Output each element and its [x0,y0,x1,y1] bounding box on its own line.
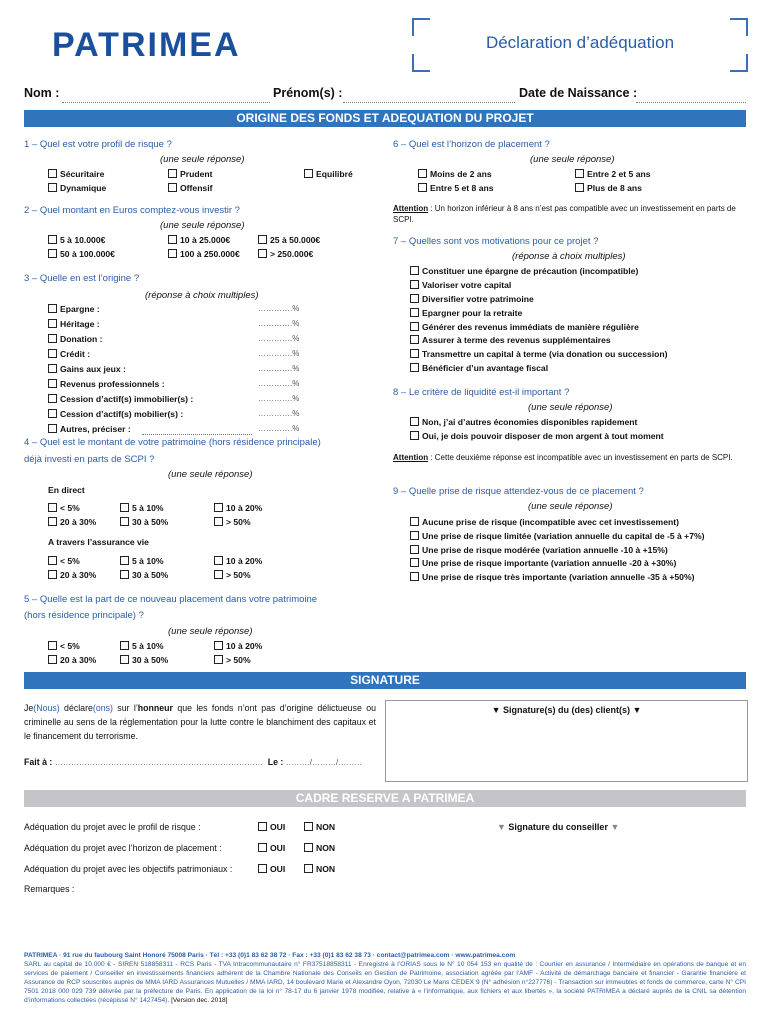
client-signature-label: ▼ Signature(s) du (des) client(s) ▼ [491,705,642,715]
q6-attention: Attention : Un horizon inférieur à 8 ans n’est pas compatible avec un investissement en parts de SCPI. [393,204,736,224]
q3-label: 3 – Quelle en est l’origine ? [24,273,140,284]
cadre-oui[interactable]: OUI [258,843,285,853]
q1-label: 1 – Quel est votre profil de risque ? [24,139,172,150]
q1-hint: (une seule réponse) [160,154,245,165]
q8-option[interactable]: Non, j’ai d’autres économies disponibles rapidement [410,417,637,427]
cadre-row-label: Adéquation du projet avec le profil de risque : [24,822,201,832]
q3-option[interactable]: Crédit : [48,349,90,359]
q2-label: 2 – Quel montant en Euros comptez-vous investir ? [24,205,240,216]
conseiller-signature[interactable]: ▼ Signature du conseiller ▼ [497,822,620,832]
cadre-non[interactable]: NON [304,843,335,853]
patrimea-logo: PATRIMEA [52,26,241,64]
q9-option[interactable]: Une prise de risque très importante (variation annuelle -35 à +50%) [410,572,694,582]
q3-option[interactable]: Autres, préciser : [48,424,131,434]
q9-option[interactable]: Une prise de risque modérée (variation annuelle -10 à +15%) [410,545,668,555]
q4-label-2: déjà investi en parts de SCPI ? [24,454,155,465]
q2-option[interactable]: 100 à 250.000€ [168,249,240,259]
q3-percent[interactable]: ………….% [258,364,300,373]
q6-option[interactable]: Moins de 2 ans [418,169,492,179]
q7-hint: (réponse à choix multiples) [512,251,626,262]
q2-option[interactable]: 25 à 50.000€ [258,235,320,245]
q8-hint: (une seule réponse) [528,402,613,413]
q4-av-option[interactable]: 5 à 10% [120,556,164,566]
naissance-field[interactable] [636,92,746,103]
q3-option[interactable]: Cession d’actif(s) immobilier(s) : [48,394,193,404]
q9-option[interactable]: Aucune prise de risque (incompatible avec cet investissement) [410,517,679,527]
q2-option[interactable]: 50 à 100.000€ [48,249,115,259]
q4-direct-option[interactable]: > 50% [214,517,251,527]
nom-label: Nom : [24,86,60,100]
q3-option[interactable]: Cession d’actif(s) mobilier(s) : [48,409,183,419]
q5-option[interactable]: 10 à 20% [214,641,262,651]
q7-option[interactable]: Epargner pour la retraite [410,308,522,318]
q6-hint: (une seule réponse) [530,154,615,165]
q7-option[interactable]: Diversifier votre patrimoine [410,294,534,304]
q4-av-option[interactable]: 30 à 50% [120,570,168,580]
q9-option[interactable]: Une prise de risque limitée (variation annuelle du capital de -5 à +7%) [410,531,705,541]
q2-hint: (une seule réponse) [160,220,245,231]
q6-option[interactable]: Plus de 8 ans [575,183,642,193]
q3-percent[interactable]: ………….% [258,349,300,358]
q1-option[interactable]: Offensif [168,183,212,193]
q7-option[interactable]: Transmettre un capital à terme (via donation ou succession) [410,349,667,359]
footer-contact: PATRIMEA · 91 rue du faubourg Saint Honoré 75008 Paris · Tél : +33 (0)1 83 62 38 72 · Fax : +33 (0)1 83 62 38 73 · contact@patrimea.com · www.patrimea.com [24,952,516,959]
q5-option[interactable]: > 50% [214,655,251,665]
q2-option[interactable]: > 250.000€ [258,249,313,259]
q4-av-option[interactable]: > 50% [214,570,251,580]
q3-percent[interactable]: ………….% [258,334,300,343]
q1-option[interactable]: Dynamique [48,183,106,193]
q3-percent[interactable]: ………….% [258,409,300,418]
q6-option[interactable]: Entre 2 et 5 ans [575,169,651,179]
naissance-label: Date de Naissance : [519,86,638,100]
prenom-label: Prénom(s) : [273,86,343,100]
title-frame [412,18,748,72]
q3-percent[interactable]: ………….% [258,304,300,313]
section-bar-cadre: CADRE RESERVE A PATRIMEA [24,790,746,807]
q9-label: 9 – Quelle prise de risque attendez-vous de ce placement ? [393,486,644,497]
q4-assurance-label: A travers l’assurance vie [48,537,149,547]
q7-option[interactable]: Générer des revenus immédiats de manière régulière [410,322,639,332]
q1-option[interactable]: Equilibré [304,169,353,179]
q1-option[interactable]: Prudent [168,169,212,179]
q6-option[interactable]: Entre 5 et 8 ans [418,183,494,193]
q3-percent[interactable]: ………….% [258,379,300,388]
q9-option[interactable]: Une prise de risque importante (variation annuelle -20 à +30%) [410,558,676,568]
cadre-oui[interactable]: OUI [258,822,285,832]
q7-option[interactable]: Bénéficier d’un avantage fiscal [410,363,548,373]
q3-option[interactable]: Epargne : [48,304,100,314]
q7-label: 7 – Quelles sont vos motivations pour ce projet ? [393,236,599,247]
q4-direct-option[interactable]: < 5% [48,503,80,513]
section-bar-signature: SIGNATURE [24,672,746,689]
declaration-text: Je(Nous) déclare(ons) sur l’honneur que les fonds n’ont pas d’origine délictueuse ou criminelle au sens de la réglementation pour la lutte contre le blanchiment des capitaux et le financement du terrorisme. [24,703,376,741]
q3-percent[interactable]: ………….% [258,424,300,433]
section-bar-origine: ORIGINE DES FONDS ET ADEQUATION DU PROJET [24,110,746,127]
legal-footer [24,951,746,1005]
q1-option[interactable]: Sécuritaire [48,169,104,179]
remarques-label: Remarques : [24,884,75,894]
q3-option[interactable]: Revenus professionnels : [48,379,165,389]
prenom-field[interactable] [343,92,515,103]
q6-label: 6 – Quel est l’horizon de placement ? [393,139,550,150]
q4-av-option[interactable]: 20 à 30% [48,570,96,580]
cadre-non[interactable]: NON [304,864,335,874]
q4-direct-option[interactable]: 5 à 10% [120,503,164,513]
q2-option[interactable]: 5 à 10.000€ [48,235,105,245]
q5-option[interactable]: 20 à 30% [48,655,96,665]
page-title: Déclaration d’adéquation [485,33,675,52]
q4-direct-label: En direct [48,485,85,495]
cadre-row-label: Adéquation du projet avec l’horizon de placement : [24,843,222,853]
cadre-row-label: Adéquation du projet avec les objectifs patrimoniaux : [24,864,233,874]
q3-option[interactable]: Gains aux jeux : [48,364,126,374]
cadre-non[interactable]: NON [304,822,335,832]
q3-hint: (réponse à choix multiples) [145,290,259,301]
q7-option[interactable]: Assurer à terme des revenus supplémentaires [410,335,611,345]
q8-label: 8 – Le critère de liquidité est-il important ? [393,387,570,398]
q8-option[interactable]: Oui, je dois pouvoir disposer de mon argent à tout moment [410,431,664,441]
q3-other-field[interactable] [142,424,252,435]
q7-option[interactable]: Valoriser votre capital [410,280,511,290]
client-signature-box[interactable] [385,700,748,782]
q4-label: 4 – Quel est le montant de votre patrimoine (hors résidence principale) [24,437,321,448]
q5-option[interactable]: 30 à 50% [120,655,168,665]
q4-direct-option[interactable]: 20 à 30% [48,517,96,527]
q8-attention: Attention : Cette deuxième réponse est incompatible avec un investissement en parts de SCPI. [393,453,733,462]
q5-option[interactable]: < 5% [48,641,80,651]
nom-field[interactable] [62,92,270,103]
q4-av-option[interactable]: 10 à 20% [214,556,262,566]
q5-option[interactable]: 5 à 10% [120,641,164,651]
footer-version: [Version dec. 2018] [171,997,228,1004]
q5-hint: (une seule réponse) [168,626,253,637]
q4-direct-option[interactable]: 10 à 20% [214,503,262,513]
fait-a-line[interactable]: Fait à : …………………………………………………………………… Le : ………/………/……… [24,757,363,767]
q3-percent[interactable]: ………….% [258,394,300,403]
q3-percent[interactable]: ………….% [258,319,300,328]
q5-label: 5 – Quelle est la part de ce nouveau placement dans votre patrimoine [24,594,318,605]
q3-option[interactable]: Donation : [48,334,102,344]
q4-av-option[interactable]: < 5% [48,556,80,566]
cadre-oui[interactable]: OUI [258,864,285,874]
q2-option[interactable]: 10 à 25.000€ [168,235,230,245]
q5-label-2: (hors résidence principale) ? [24,610,144,621]
footer-legal: SARL au capital de 10.000 € - SIREN 518858311 - RCS Paris - TVA Intracommunautaire n° FR37518858311 - Enregistré à l’ORIAS sous le N° 10 054 153 en qualité de : Courtier en assurance / Intermédiaire en opérations de banque et en services de paiement / Conseiller en investissements financiers adhérent de la Chambre Nationale des Conseils en Gestion de Patrimoine, association agréée par l’AMF - Activité de démarchage bancaire et financier - Garantie financière et Assurance de RCP souscrites auprès de MMA IARD Assurances Mutuelles / MMA IARD, 14 boulevard Marie et Alexandre Oyon, 72030 Le Mans CEDEX 9 (N° adhésion n°227776) - Transaction sur immeubles et fonds de commerce, carte N° CPI 7501 2018 000 029 739 délivrée par la préfecture de Paris. En application de la loi n° 78-17 du 6 janvier 1978 modifiée, relative à « l’informatique, aux fichiers et aux libertés », la société PATRIMEA a déclaré auprès de la CNIL sa détention d’informations collectées (récépissé N° 1427454). [24,961,746,1004]
q4-hint: (une seule réponse) [168,469,253,480]
q7-option[interactable]: Constituer une épargne de précaution (incompatible) [410,266,638,276]
q9-hint: (une seule réponse) [528,501,613,512]
q3-option[interactable]: Héritage : [48,319,100,329]
q4-direct-option[interactable]: 30 à 50% [120,517,168,527]
